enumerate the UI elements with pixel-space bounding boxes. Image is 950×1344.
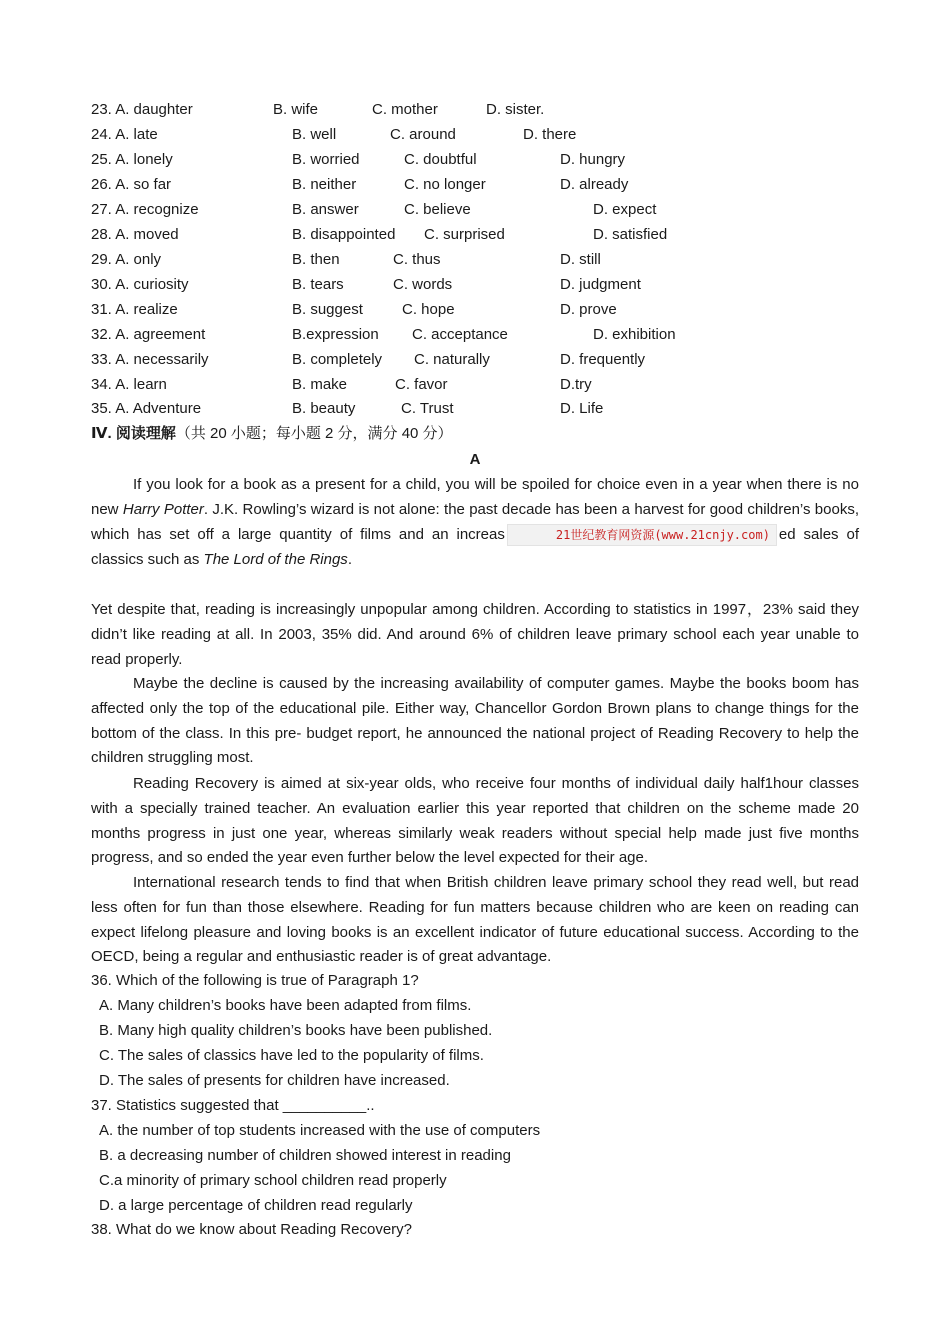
question-36: 36. Which of the following is true of Paragraph 1?	[91, 972, 419, 989]
option-b: B. make	[292, 376, 348, 393]
option-b: B. well	[292, 126, 337, 143]
p1-text-start: If you look for a book as a present for a child, you will be spoiled for choice even in a year when there is no new	[91, 476, 859, 518]
question-37: 37. Statistics suggested that __________..	[91, 1097, 375, 1114]
option-a: 25. A. lonely	[91, 151, 173, 168]
option-a: 34. A. learn	[91, 376, 167, 393]
option-b: B. neither	[292, 176, 357, 193]
p1-text-mid: . J.K. Rowling’s wizard is not alone: the past decade has been a harvest for good children’s books, which has set off a large quantity of films and an increas	[91, 501, 860, 543]
option-b: B. answer	[292, 201, 359, 218]
p1-text-after: ed sales of classics such as	[91, 526, 860, 568]
q36-option-d: D. The sales of presents for children have increased.	[99, 1072, 450, 1089]
option-d: D. still	[560, 251, 601, 268]
option-a: 33. A. necessarily	[91, 351, 209, 368]
option-d: D. judgment	[560, 276, 641, 293]
option-d: D. sister.	[486, 101, 545, 118]
option-a: 31. A. realize	[91, 301, 178, 318]
section-heading	[91, 423, 453, 445]
option-d: D. hungry	[560, 151, 626, 168]
option-a: 29. A. only	[91, 251, 162, 268]
q37-option-b: B. a decreasing number of children showed interest in reading	[99, 1147, 511, 1164]
option-c: C. naturally	[414, 351, 490, 368]
p1-italic-book: The Lord of the Rings	[203, 551, 348, 568]
q37-option-c: C.a minority of primary school children read properly	[99, 1172, 447, 1189]
option-c: C. acceptance	[412, 326, 508, 343]
option-c: C. no longer	[404, 176, 486, 193]
q36-option-a: A. Many children’s books have been adapted from films.	[99, 997, 472, 1014]
option-c: C. hope	[402, 301, 455, 318]
watermark: 21世纪教育网资源(www.21cnjy.com)	[507, 524, 777, 546]
option-a: 32. A. agreement	[91, 326, 206, 343]
option-c: C. words	[393, 276, 453, 293]
paragraph-2: Yet despite that, reading is increasingly unpopular among children. According to statistics in 1997，23% said they didn’t like reading at all. In 2003, 35% did. And around 6% of children leave primary school each year unable to read properly.	[91, 601, 859, 668]
option-a: 24. A. late	[91, 126, 158, 143]
option-b: B. beauty	[292, 400, 356, 417]
option-a: 23. A. daughter	[91, 101, 193, 118]
passage-label: A	[469, 451, 481, 468]
option-b: B.expression	[292, 326, 379, 343]
p1-text-end: .	[347, 551, 352, 568]
option-b: B. worried	[292, 151, 360, 168]
option-c: C. surprised	[424, 226, 505, 243]
q37-option-d: D. a large percentage of children read regularly	[99, 1197, 413, 1214]
option-b: B. then	[292, 251, 340, 268]
option-c: C. mother	[372, 101, 438, 118]
option-d: D. satisfied	[593, 226, 668, 243]
option-b: B. disappointed	[292, 226, 396, 243]
option-b: B. suggest	[292, 301, 363, 318]
option-d: D. prove	[560, 301, 617, 318]
q36-option-b: B. Many high quality children’s books have been published.	[99, 1022, 493, 1039]
option-c: C. doubtful	[404, 151, 477, 168]
option-b: B. wife	[273, 101, 319, 118]
option-c: C. favor	[395, 376, 448, 393]
question-38: 38. What do we know about Reading Recovery?	[91, 1221, 413, 1238]
paragraph-3: Maybe the decline is caused by the increasing availability of computer games. Maybe the books boom has affected only the top of the educational pile. Either way, Chancellor Gordon Brown plans to change things for the bottom of the class. In this pre- budget report, he announced the national project of Reading Recovery to help the children struggling most.	[91, 675, 859, 767]
q36-option-c: C. The sales of classics have led to the popularity of films.	[99, 1047, 484, 1064]
option-a: 30. A. curiosity	[91, 276, 189, 293]
section-title: Ⅳ. 阅读理解	[91, 425, 176, 442]
paragraph-1	[91, 472, 859, 572]
option-d: D. Life	[560, 400, 604, 417]
section-note: （共 20 小题；每小题 2 分，满分 40 分）	[175, 425, 453, 442]
option-a: 26. A. so far	[91, 176, 172, 193]
option-d: D. there	[523, 126, 577, 143]
option-d: D. exhibition	[593, 326, 676, 343]
option-d: D. frequently	[560, 351, 646, 368]
option-d: D. expect	[593, 201, 657, 218]
option-b: B. tears	[292, 276, 344, 293]
paragraph-4: Reading Recovery is aimed at six-year olds, who receive four months of individual daily half1hour classes with a specially trained teacher. An evaluation earlier this year reported that children on the scheme made 20 months progress in just one year, whereas similarly weak readers without special help made just five months progress, and so ended the year even further below the level expected for their age.	[91, 775, 859, 867]
p1-italic-title: Harry Potter	[122, 501, 204, 518]
option-c: C. Trust	[401, 400, 454, 417]
option-c: C. around	[390, 126, 456, 143]
option-a: 28. A. moved	[91, 226, 179, 243]
option-c: C. thus	[393, 251, 441, 268]
paragraph-5: International research tends to find that when British children leave primary school they read well, but read less often for fun than those elsewhere. Reading for fun matters because children who are keen on reading can expect lifelong pleasure and loving books is an excellent indicator of future educational success. According to the OECD, being a regular and enthusiastic reader is of great advantage.	[91, 874, 859, 966]
option-b: B. completely	[292, 351, 383, 368]
q37-option-a: A. the number of top students increased with the use of computers	[99, 1122, 541, 1139]
option-a: 35. A. Adventure	[91, 400, 202, 417]
option-a: 27. A. recognize	[91, 201, 199, 218]
option-d: D.try	[560, 376, 592, 393]
option-c: C. believe	[404, 201, 471, 218]
option-d: D. already	[560, 176, 629, 193]
